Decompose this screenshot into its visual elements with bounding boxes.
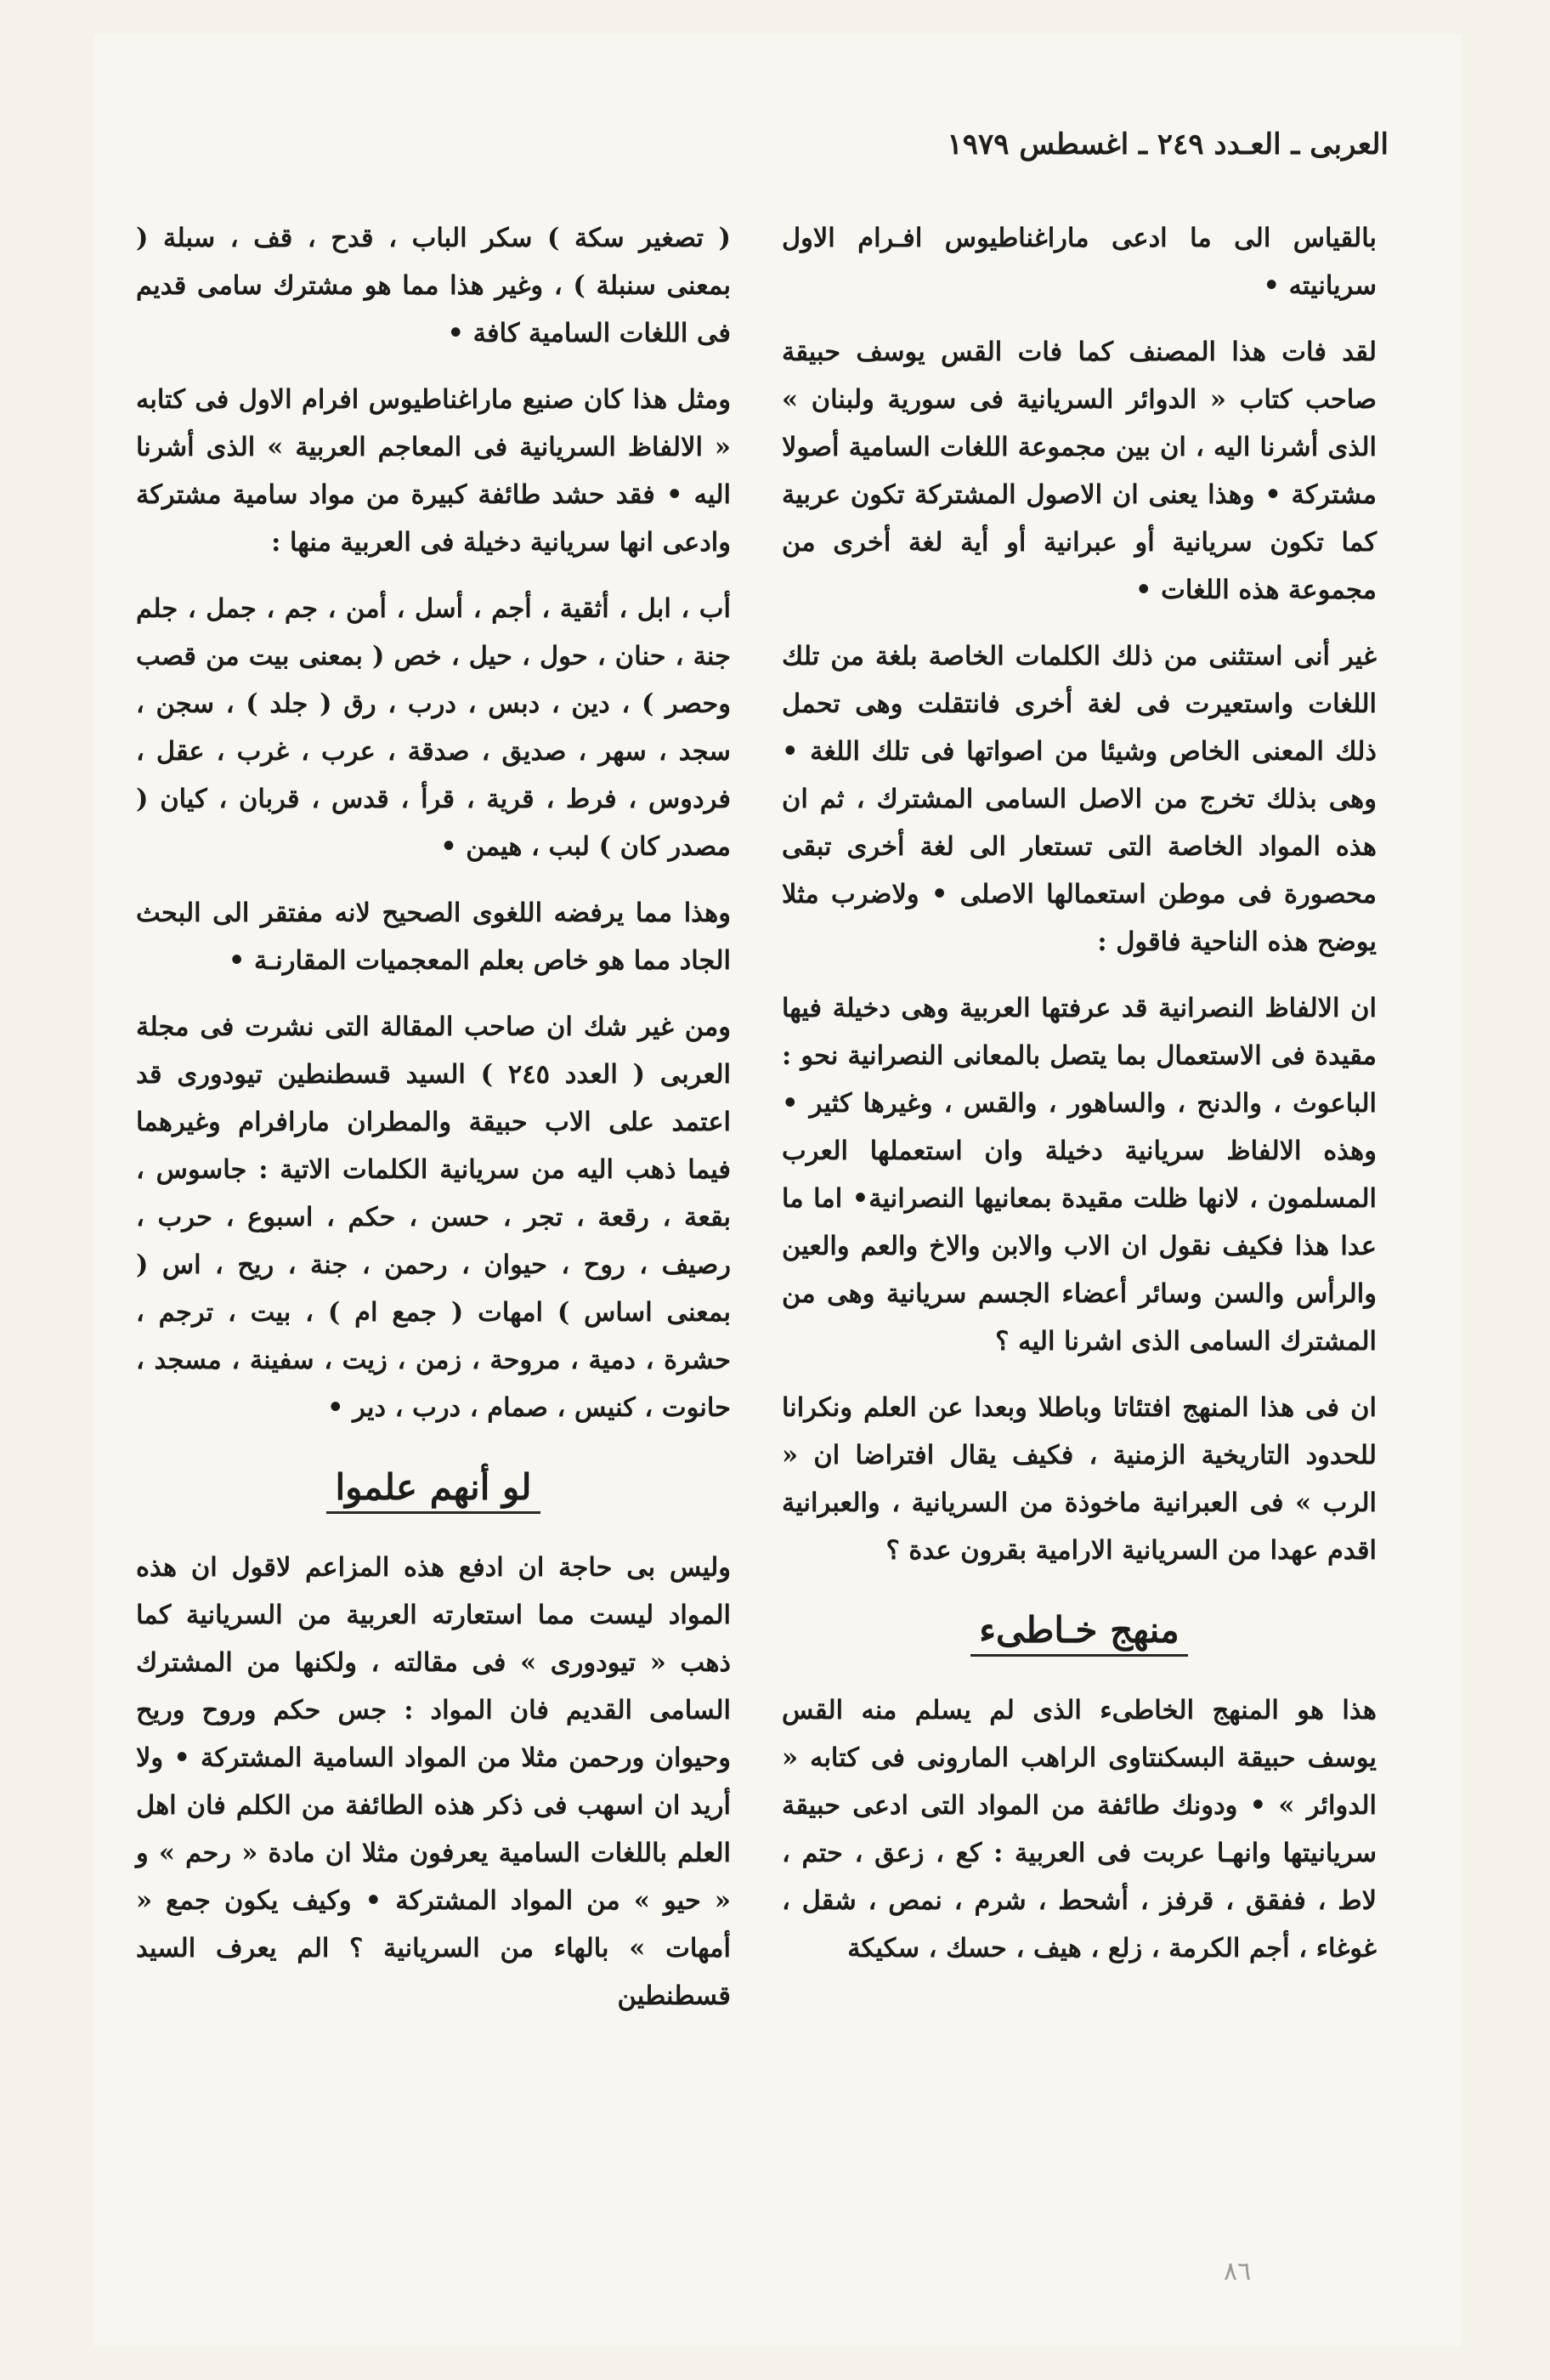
- paragraph: بالقياس الى ما ادعى ماراغناطيوس افـرام الاول سريانيته •: [782, 223, 1377, 301]
- paragraph: ومن غير شك ان صاحب المقالة التى نشرت فى مجلة العربى ( العدد ٢٤٥ ) السيد قسطنطين تيودورى قد اعتمد على الاب حبيقة والمطران مارافرام وغيرهما فيما ذهب اليه من سريانية الكلمات الاتية : جاسوس ، بقعة ، رقعة ، تجر ، حسن ، حكم ، اسبوع ، حرب ، رصيف ، روح ، حيوان ، رحمن ، جنة ، ريح ، اس ( بمعنى اساس ) امهات ( جمع ام ) ، بيت ، ترجم ، حشرة ، دمية ، مروحة ، زمن ، زيت ، سفينة ، مسجد ، حانوت ، كنيس ، صمام ، درب ، دير •: [136, 1012, 731, 1423]
- paragraph: لقد فات هذا المصنف كما فات القس يوسف حبيقة صاحب كتاب « الدوائر السريانية فى سورية ولبنان » الذى أشرنا اليه ، ان بين مجموعة اللغات السامية أصولا مشتركة • وهذا يعنى ان الاصول المشتركة تكون عربية كما تكون سريانية أو عبرانية أو أية لغة أخرى من مجموعة هذه اللغات •: [782, 337, 1377, 605]
- page-number: ٨٦: [1224, 2257, 1252, 2286]
- left-column: [136, 214, 731, 2038]
- paragraph: وليس بى حاجة ان ادفع هذه المزاعم لاقول ان هذه المواد ليست مما استعارته العربية من السريانية كما ذهب « تيودورى » فى مقالته ، ولكنها من المشترك السامى القديم فان المواد : جس حكم وروح وريح وحيوان ورحمن مثلا من المواد السامية المشتركة • ولا أريد ان اسهب فى ذكر هذه الطائفة من الكلم فان اهل العلم باللغات السامية يعرفون مثلا ان مادة « رحم » و « حيو » من المواد المشتركة • وكيف يكون جمع « أمهات » بالهاء من السريانية ؟ الم يعرف السيد قسطنطين: [136, 1552, 731, 2011]
- section-heading-text: لو أنهم علموا: [326, 1466, 540, 1514]
- right-column: [782, 214, 1377, 1991]
- section-heading: [782, 1605, 1377, 1656]
- paragraph: ان فى هذا المنهج افتئاتا وباطلا وبعدا عن العلم ونكرانا للحدود التاريخية الزمنية ، فكيف يقال افتراضا ان « الرب » فى العبرانية ماخوذة من السريانية ، والعبرانية اقدم عهدا من السريانية الارامية بقرون عدة ؟: [782, 1392, 1377, 1566]
- paragraph: وهذا مما يرفضه اللغوى الصحيح لانه مفتقر الى البحث الجاد مما هو خاص بعلم المعجميات المقارنـة •: [136, 898, 731, 976]
- section-heading: [136, 1462, 731, 1513]
- running-header: العربى ـ العـدد ٢٤٩ ـ اغسطس ١٩٧٩: [947, 128, 1389, 162]
- paragraph: أب ، ابل ، أثقية ، أجم ، أسل ، أمن ، جم ، جمل ، جلم جنة ، حنان ، حول ، حيل ، خص ( بمعنى بيت من قصب وحصر ) ، دين ، دبس ، درب ، رق ( جلد ) ، سجن ، سجد ، سهر ، صديق ، صدقة ، عرب ، غرب ، عقل ، فردوس ، فرط ، قرية ، قرأ ، قدس ، قربان ، كيان ( مصدر كان ) لبب ، هيمن •: [136, 593, 731, 862]
- paragraph: ( تصغير سكة ) سكر الباب ، قدح ، قف ، سبلة ( بمعنى سنبلة ) ، وغير هذا مما هو مشترك سامى قديم فى اللغات السامية كافة •: [136, 223, 731, 348]
- paragraph: غير أنى استثنى من ذلك الكلمات الخاصة بلغة من تلك اللغات واستعيرت فى لغة أخرى فانتقلت وهى تحمل ذلك المعنى الخاص وشيئا من اصواتها فى تلك اللغة • وهى بذلك تخرج من الاصل السامى المشترك ، ثم ان هذه المواد الخاصة التى تستعار الى لغة أخرى تبقى محصورة فى موطن استعمالها الاصلى • ولاضرب مثلا يوضح هذه الناحية فاقول :: [782, 641, 1377, 957]
- section-heading-text: منهج خـاطىء: [970, 1609, 1188, 1657]
- paragraph: هذا هو المنهج الخاطىء الذى لم يسلم منه القس يوسف حبيقة البسكنتاوى الراهب المارونى فى كتابه « الدوائر » • ودونك طائفة من المواد التى ادعى حبيقة سريانيتها وانهـا عربت فى العربية : كع ، زعق ، حتم ، لاط ، ففقق ، قرفز ، أشحط ، شرم ، نمص ، شقل ، غوغاء ، أجم الكرمة ، زلع ، هيف ، حسك ، سكيكة: [782, 1695, 1377, 1964]
- paragraph: ومثل هذا كان صنيع ماراغناطيوس افرام الاول فى كتابه « الالفاظ السريانية فى المعاجم العربية » الذى أشرنا اليه • فقد حشد طائفة كبيرة من مواد سامية مشتركة وادعى انها سريانية دخيلة فى العربية منها :: [136, 384, 731, 558]
- paragraph: ان الالفاظ النصرانية قد عرفتها العربية وهى دخيلة فيها مقيدة فى الاستعمال بما يتصل بالمعانى النصرانية نحو : الباعوث ، والدنح ، والساهور ، والقس ، وغيرها كثير • وهذه الالفاظ سريانية دخيلة وان استعملها العرب المسلمون ، لانها ظلت مقيدة بمعانيها النصرانية• اما ما عدا هذا فكيف نقول ان الاب والابن والاخ والعم والعين والرأس والسن وسائر أعضاء الجسم سريانية وهى من المشترك السامى الذى اشرنا اليه ؟: [782, 993, 1377, 1357]
